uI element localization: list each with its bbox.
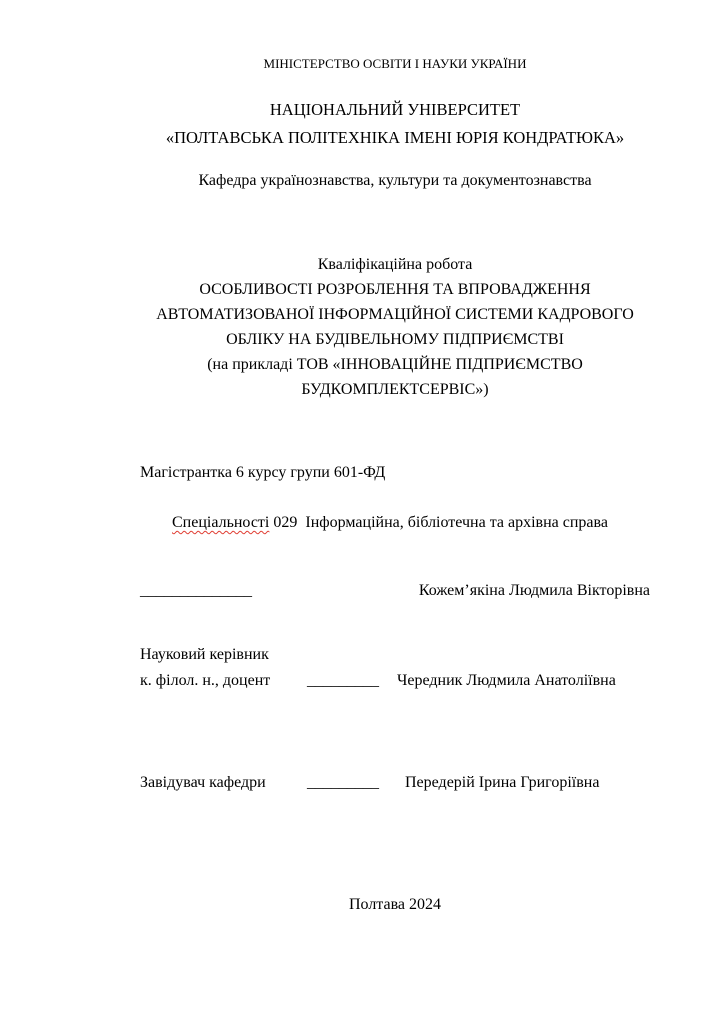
author-degree-line: Магістрантка 6 курсу групи 601-ФД	[140, 464, 386, 481]
university-name	[140, 96, 650, 152]
university-name-line2: «ПОЛТАВСЬКА ПОЛІТЕХНІКА ІМЕНІ ЮРІЯ КОНДРАТЮКА»	[165, 128, 625, 147]
author-name: Кожем’якіна Людмила Вікторівна	[418, 582, 650, 599]
department-head-label: Завідувач кафедри	[140, 774, 266, 791]
thesis-title-block	[140, 252, 650, 402]
thesis-title-line5: БУДКОМПЛЕКТСЕРВІС»)	[301, 381, 489, 398]
author-info-block	[140, 460, 650, 560]
thesis-title-line4: (на прикладі ТОВ «ІННОВАЦІЙНЕ ПІДПРИЄМСТВО	[207, 356, 583, 373]
university-name-line1: НАЦІОНАЛЬНИЙ УНІВЕРСИТЕТ	[269, 100, 521, 119]
thesis-title-line2: АВТОМАТИЗОВАНОЇ ІНФОРМАЦІЙНОЇ СИСТЕМИ КАДРОВОГО	[156, 306, 634, 323]
speciality-rest: 029 Інформаційна, бібліотечна та архівна справа	[269, 514, 608, 531]
work-type-label: Кваліфікаційна робота	[317, 256, 473, 273]
author-signature-row	[140, 582, 650, 600]
supervisor-label: Науковий керівник	[140, 646, 269, 663]
department-head-name: Передерій Ірина Григоріївна	[405, 774, 600, 791]
city-year-line: Полтава 2024	[348, 896, 442, 913]
supervisor-signature-row	[140, 668, 650, 694]
page-content	[140, 56, 650, 914]
department-head-signature-blank: _________	[307, 774, 379, 791]
thesis-title-line1: ОСОБЛИВОСТІ РОЗРОБЛЕННЯ ТА ВПРОВАДЖЕННЯ	[199, 281, 591, 298]
supervisor-name: Чередник Людмила Анатоліївна	[397, 672, 616, 689]
department-name: Кафедра українознавства, культури та документознавства	[198, 172, 592, 189]
department-head-row	[140, 774, 650, 792]
supervisor-signature-blank: _________	[307, 672, 379, 689]
supervisor-block	[140, 642, 650, 694]
ministry-line: МІНІСТЕРСТВО ОСВІТИ І НАУКИ УКРАЇНИ	[263, 56, 527, 71]
supervisor-degree: к. філол. н., доцент	[140, 672, 271, 689]
speciality-word: Спеціальності	[172, 514, 270, 531]
author-signature-blank: ______________	[140, 582, 252, 599]
thesis-title-line3: ОБЛІКУ НА БУДІВЕЛЬНОМУ ПІДПРИЄМСТВІ	[226, 331, 564, 348]
speciality-line	[140, 485, 650, 560]
